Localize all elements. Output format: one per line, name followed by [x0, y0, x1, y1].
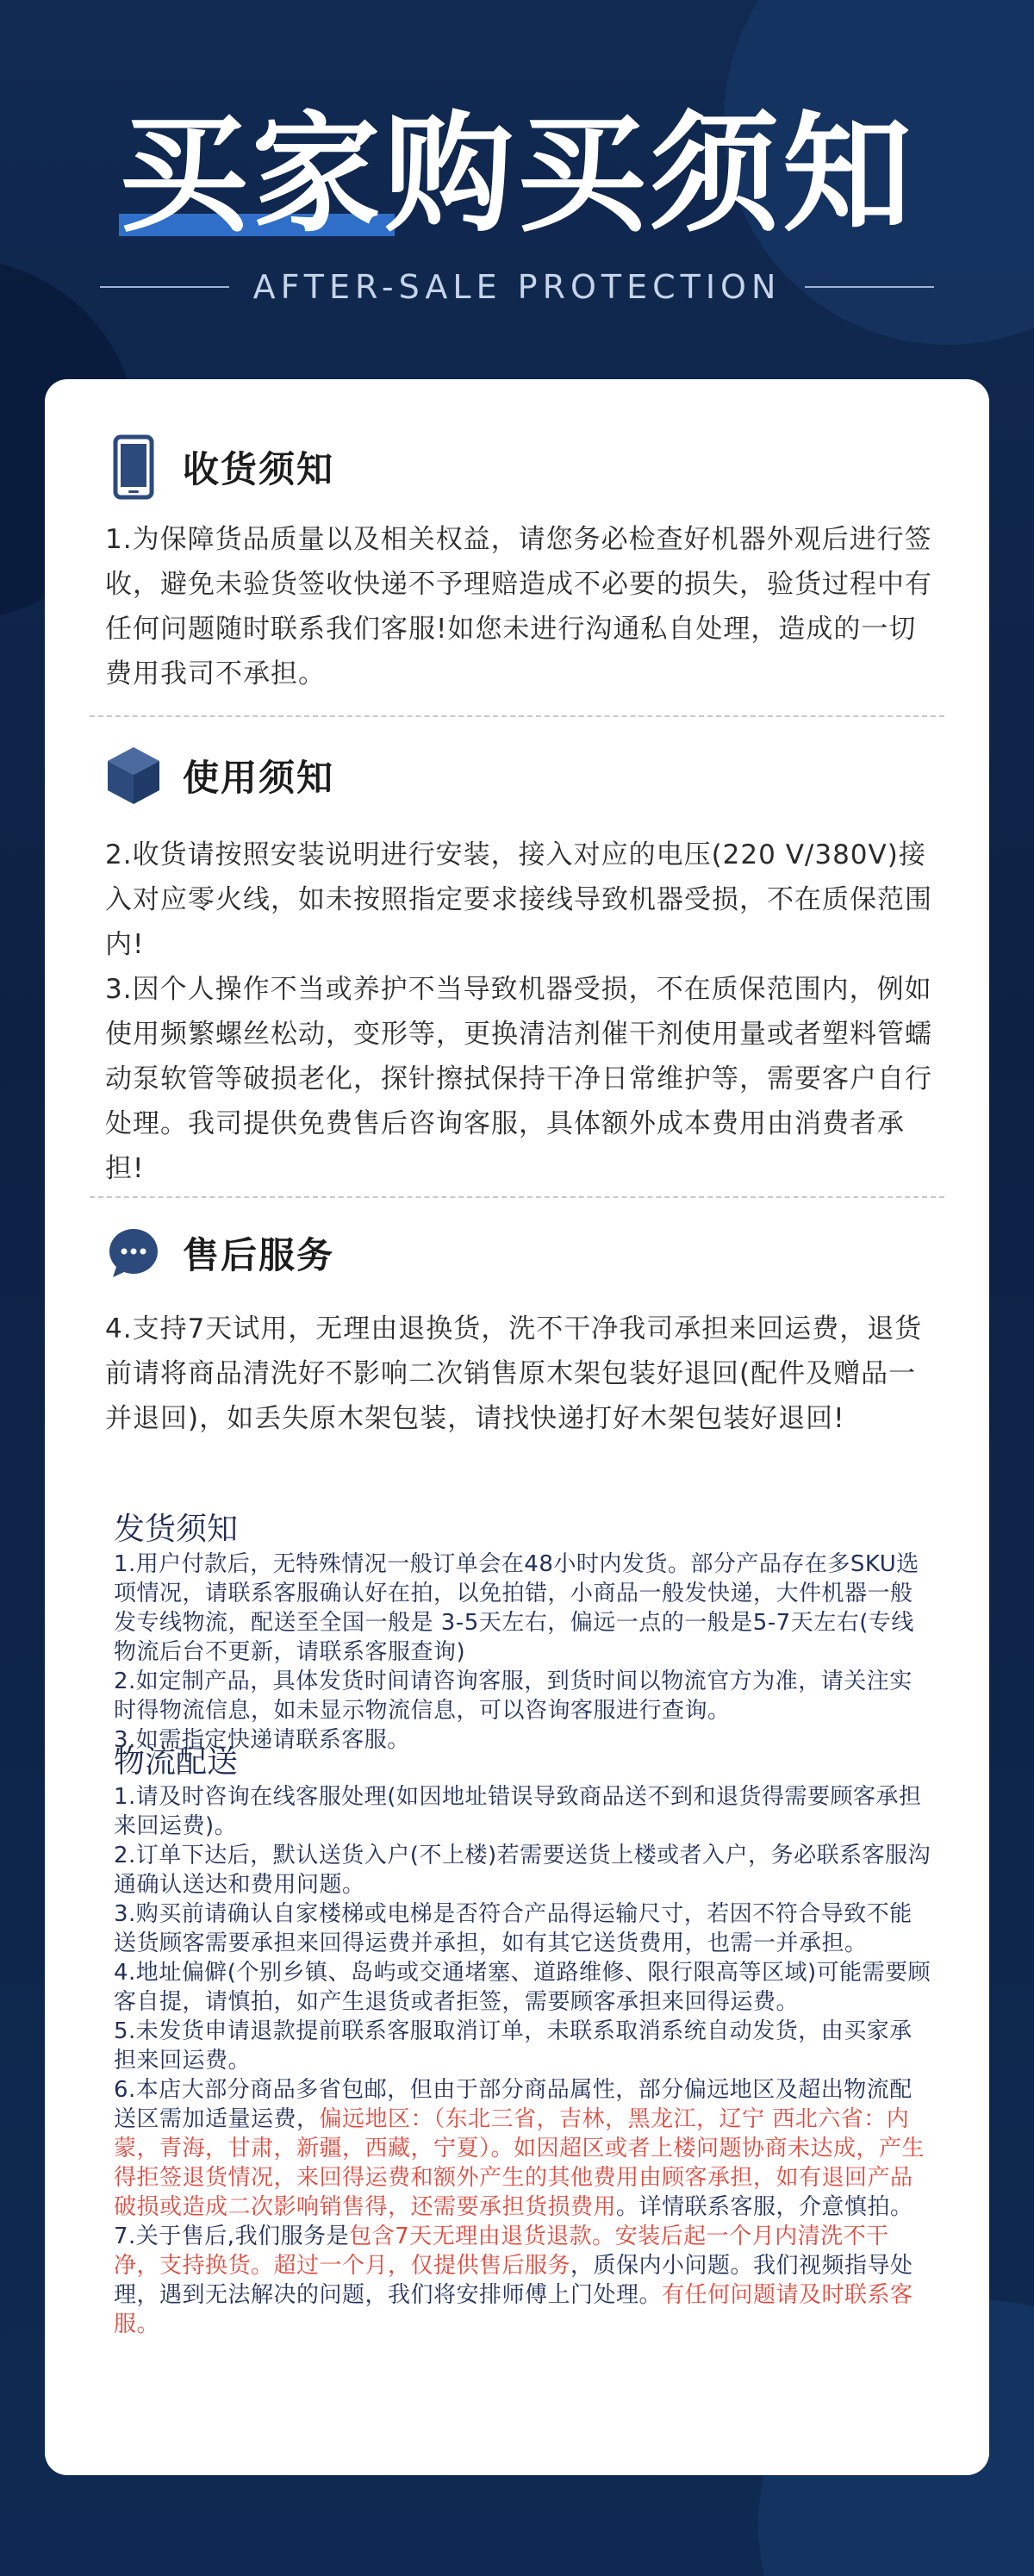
- section-title: 收货须知: [183, 448, 335, 490]
- subtitle-divider: [805, 286, 934, 288]
- section-text: 4.支持7天试用，无理由退换货，洗不干净我司承担来回运费，退货前请将商品清洗好不影响二次销售原木架包装好退回(配件及赠品一并退回)，如丢失原木架包装，请找快递打好木架包装好退回!: [105, 1313, 923, 1434]
- item-text: 。详情联系客服，介意慎拍。: [616, 2194, 913, 2220]
- section-shipping: [114, 1510, 932, 1755]
- phone-icon: [105, 433, 162, 502]
- warning-text: 包含7天无理由退货退款。安装后起一个月内清洗不干净，支持换货。超过一个月，仅提供售后服务: [114, 2224, 889, 2279]
- warning-text: 偏远地区：（东北三省，吉林，黑龙江，辽宁 西北六省：内蒙，青海，甘肃，新疆，西藏，宁夏）。如因超区或者上楼问题协商未达成，产生得拒签退货情况，来回得运费和额外产生的其他费用由顾客承担，如有退回产品破损或造成二次影响销售得，还需要承担货损费用: [114, 2106, 925, 2220]
- warning-text: 有任何问题请及时联系客服。: [114, 2282, 913, 2337]
- item-text: 7.关于售后,我们服务是: [114, 2224, 350, 2249]
- list-item: 3.购买前请确认自家楼梯或电梯是否符合产品得运输尺寸，若因不符合导致不能送货顾客需要承担来回得运费并承担，如有其它送货费用，也需一并承担。: [114, 1901, 913, 1956]
- cube-icon: [105, 741, 162, 810]
- list-item: [114, 2075, 932, 2222]
- section-text: 3.因个人操作不当或养护不当导致机器受损，不在质保范围内，例如使用频繁螺丝松动，变形等，更换清洁剂催干剂使用量或者塑料管蠕动泵软管等破损老化，探针擦拭保持干净日常维护等，需要客户自行处理。我司提供免费售后咨询客服，具体额外成本费用由消费者承担!: [105, 974, 932, 1184]
- section-title: 售后服务: [183, 1234, 335, 1276]
- section-header: [105, 433, 941, 502]
- header: [0, 0, 1034, 371]
- list-item: 2.订单下达后，默认送货入户(不上楼)若需要送货上楼或者入户，务必联系客服沟通确认送达和费用问题。: [114, 1843, 931, 1898]
- notice-card: [45, 379, 989, 2475]
- section-text: 2.收货请按照安装说明进行安装，接入对应的电压(220 V/380V)接入对应零火线，如未按照指定要求接线导致机器受损，不在质保范围内!: [105, 839, 932, 960]
- chat-bubble-icon: [105, 1219, 162, 1288]
- list-item: 5.未发货申请退款提前联系客服取消订单，未联系取消系统自动发货，由买家承担来回运费。: [114, 2018, 913, 2074]
- section-logistics: [114, 1743, 932, 2339]
- item-text: ，质保内小问题。我们视频指导处理，遇到无法解决的问题，我们将安排师傅上门处理。: [114, 2253, 913, 2308]
- list-item: 1.请及时咨询在线客服处理(如因地址错误导致商品送不到和退货得需要顾客承担来回运费)。: [114, 1784, 922, 1839]
- section-usage: [105, 741, 941, 1191]
- list-item: 3.如需指定快递请联系客服。: [114, 1727, 410, 1753]
- section-service: [105, 1219, 941, 1441]
- list-item: 2.如定制产品，具体发货时间请咨询客服，到货时间以物流官方为准，请关注实时得物流信息，如未显示物流信息，可以咨询客服进行查询。: [114, 1668, 913, 1724]
- dashed-divider: [90, 1196, 944, 1198]
- section-header: [105, 741, 941, 810]
- section-title: 使用须知: [183, 757, 335, 799]
- section-text: 1.为保障货品质量以及相关权益，请您务必检查好机器外观后进行签收，避免未验货签收快递不予理赔造成不必要的损失，验货过程中有任何问题随时联系我们客服!如您未进行沟通私自处理，造成的一切费用我司不承担。: [105, 524, 932, 689]
- page-subtitle: AFTER-SALE PROTECTION: [252, 268, 782, 306]
- section-title: 物流配送: [114, 1744, 239, 1780]
- section-receive: [105, 433, 941, 696]
- dashed-divider: [90, 715, 944, 717]
- section-header: [105, 1219, 941, 1288]
- subtitle-divider: [100, 286, 229, 288]
- page-title: 买家购买须知: [118, 100, 915, 250]
- list-item: [114, 2222, 932, 2339]
- item-text: 6.本店大部分商品多省包邮，但由于部分商品属性，部分偏远地区及超出物流配送区需加适量运费，: [114, 2077, 913, 2132]
- subtitle-row: [0, 265, 1034, 309]
- list-item: 1.用户付款后，无特殊情况一般订单会在48小时内发货。部分产品存在多SKU选项情况，请联系客服确认好在拍，以免拍错，小商品一般发快递，大件机器一般发专线物流，配送至全国一般是 3-5天左右，偏远一点的一般是5-7天左右(专线物流后台不更新，请联系客服查询): [114, 1551, 919, 1665]
- section-title: 发货须知: [114, 1512, 239, 1547]
- list-item: 4.地址偏僻(个别乡镇、岛屿或交通堵塞、道路维修、限行限高等区域)可能需要顾客自提，请慎拍，如产生退货或者拒签，需要顾客承担来回得运费。: [114, 1960, 931, 2015]
